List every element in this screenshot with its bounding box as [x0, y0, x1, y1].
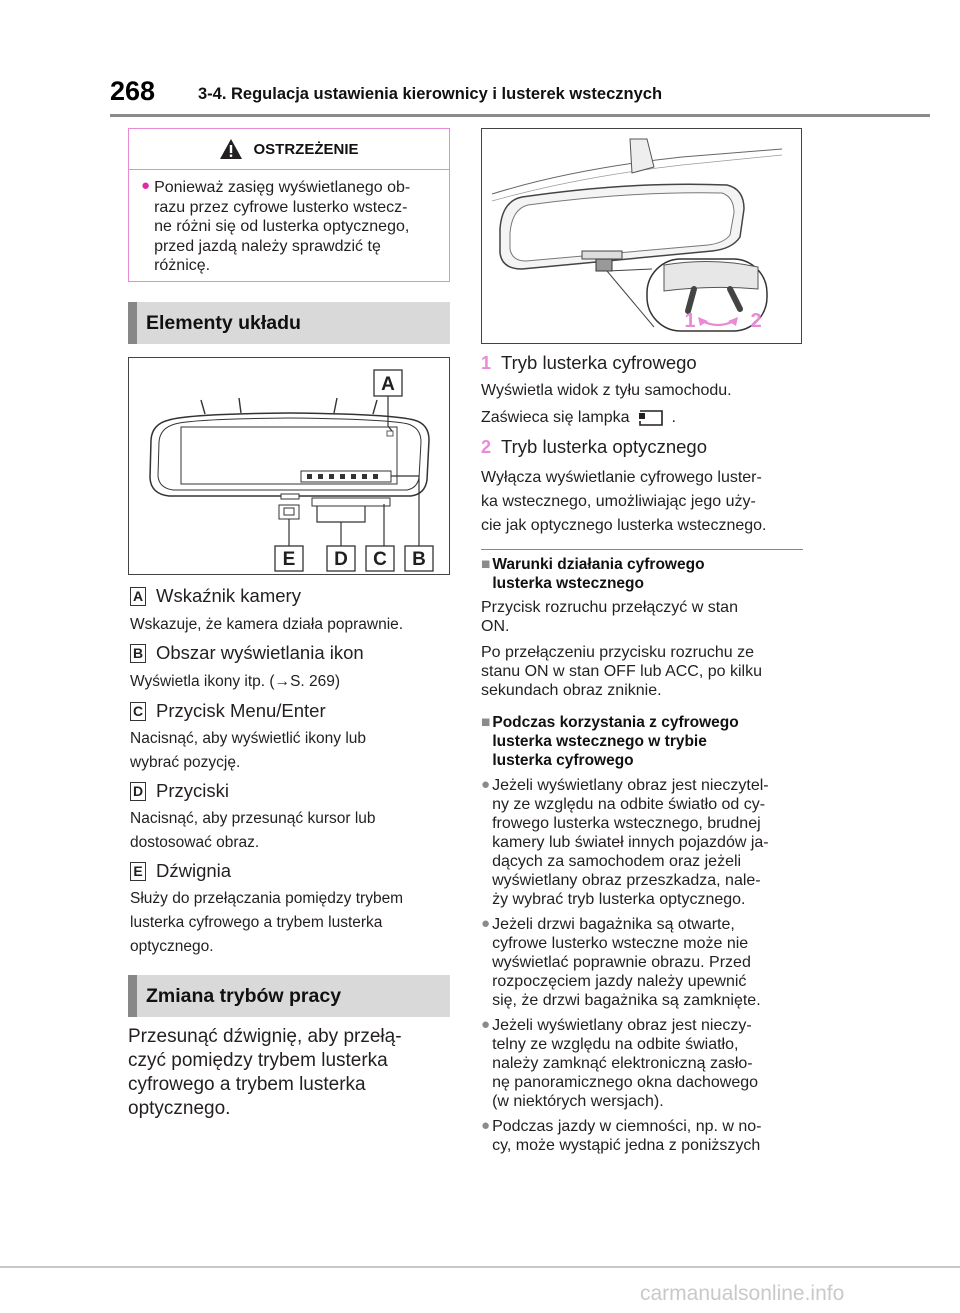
item-b — [130, 642, 460, 694]
mode-number: 2 — [481, 437, 492, 457]
item-title: Dźwignia — [156, 860, 232, 881]
item-e — [130, 860, 460, 959]
warning-header — [129, 129, 449, 170]
footer-rule — [0, 1266, 960, 1268]
mode-text: Wyłącza wyświetlanie cyfrowego luster- ka wstecznego, umożliwiając jego uży- cie jak optycznego lusterka wstecznego. — [481, 469, 767, 534]
bullet-icon: ● — [481, 776, 491, 793]
figure-label-a: A — [381, 374, 395, 395]
figure-label-1: 1 — [684, 310, 696, 332]
item-letter: B — [130, 644, 146, 663]
usage-bullet-3: ● Jeżeli wyświetlany obraz jest nieczy- telny ze względu na odbite światło, należy zamknąć elektroniczną zasło- nę panoramicznego okna dachowego (w niektórych wersjach). — [481, 1016, 759, 1110]
warning-box — [128, 128, 450, 282]
mode-title: Tryb lusterka optycznego — [501, 436, 708, 457]
warning-text: Ponieważ zasięg wyświetlanego ob- razu przez cyfrowe lusterko wstecz- ne różni się od lusterka optycznego, przed jazdą należy sprawdzić tę różnicę. — [154, 179, 411, 274]
bullet-icon: ● — [481, 1016, 491, 1033]
modes-text: Przesunąć dźwignię, aby przełą- czyć pomiędzy trybem lusterka cyfrowego a trybem lusterka optycznego. — [128, 1026, 402, 1119]
mode-text: Wyświetla widok z tyłu samochodu. — [481, 382, 732, 399]
figure-label-d: D — [334, 549, 348, 570]
lever-illustration — [482, 129, 801, 343]
figure-label-b: B — [412, 549, 426, 570]
square-bullet-icon: ■ — [481, 714, 491, 731]
usage-bullet-4: ● Podczas jazdy w ciemności, np. w no- cy, może wystąpić jedna z poniższych — [481, 1117, 762, 1154]
mode-item-2 — [481, 436, 821, 538]
usage-bullet-2: ● Jeżeli drzwi bagażnika są otwarte, cyfrowe lusterko wsteczne może nie wyświetlać poprawnie obrazu. Przed rozpoczęciem jazdy należy upewnić się, że drzwi bagażnika są zamknięte. — [481, 915, 761, 1009]
mode-number: 1 — [481, 353, 492, 373]
figure-label-e: E — [282, 549, 296, 570]
mode-title: Tryb lusterka cyfrowego — [501, 352, 697, 373]
warning-title: OSTRZEŻENIE — [253, 140, 359, 158]
bullet-icon: ● — [481, 1117, 491, 1134]
item-c — [130, 700, 460, 775]
item-title: Wskaźnik kamery — [156, 585, 301, 606]
item-letter: C — [130, 702, 146, 721]
bullet-icon: ● — [141, 177, 151, 194]
conditions-section — [481, 555, 811, 700]
item-text: Wskazuje, że kamera działa poprawnie. — [130, 616, 404, 633]
mirror-illustration — [129, 358, 449, 574]
conditions-p1: Przycisk rozruchu przełączyć w stan ON. — [481, 599, 738, 635]
camera-lamp-icon — [638, 409, 664, 427]
usage-section — [481, 713, 811, 1155]
mode-lamp-line: Zaświeca się lampka . — [481, 409, 676, 426]
item-text: Służy do przełączania pomiędzy trybem lusterka cyfrowego a trybem lusterka optycznego. — [130, 890, 404, 955]
header-rule — [110, 114, 930, 117]
item-a — [130, 585, 460, 637]
item-d — [130, 780, 460, 855]
item-title: Przyciski — [156, 780, 229, 801]
item-letter: D — [130, 782, 146, 801]
usage-heading: Podczas korzystania z cyfrowego lusterka wstecznego w trybie lusterka cyfrowego — [492, 714, 739, 769]
item-letter: A — [130, 587, 146, 606]
mirror-figure — [128, 357, 450, 575]
conditions-heading: Warunki działania cyfrowego lusterka wstecznego — [492, 556, 705, 592]
square-bullet-icon: ■ — [481, 556, 491, 573]
section-heading-modes: Zmiana trybów pracy — [128, 975, 450, 1017]
watermark: carmanualsonline.info — [640, 1282, 845, 1305]
mode-item-1 — [481, 352, 821, 427]
warning-icon — [219, 138, 243, 160]
item-title: Przycisk Menu/Enter — [156, 700, 326, 721]
conditions-p2: Po przełączeniu przycisku rozruchu ze stanu ON w stan OFF lub ACC, po kilku sekundach obraz zniknie. — [481, 644, 762, 699]
section-title: 3-4. Regulacja ustawienia kierownicy i lusterek wstecznych — [198, 85, 663, 103]
usage-bullet-1: ● Jeżeli wyświetlany obraz jest nieczytel- ny ze względu na odbite światło od cy- frowego lusterka wstecznego, brudnej kamery lub świateł innych pojazdów ja- dących za samochodem oraz jeżeli wyświetlany obraz przeszkadza, nale- ży wybrać tryb lusterka optycznego. — [481, 776, 769, 908]
figure-label-c: C — [373, 549, 387, 570]
figure-label-2: 2 — [750, 310, 762, 332]
section-heading-elements: Elementy układu — [128, 302, 450, 344]
page-number: 268 — [110, 76, 156, 106]
lever-figure — [481, 128, 802, 344]
item-text: Wyświetla ikony itp. (→S. 269) — [130, 673, 341, 690]
item-text: Nacisnąć, aby przesunąć kursor lub dostosować obraz. — [130, 810, 376, 851]
divider — [481, 549, 803, 550]
item-text: Nacisnąć, aby wyświetlić ikony lub wybrać pozycję. — [130, 730, 367, 771]
item-title: Obszar wyświetlania ikon — [156, 642, 364, 663]
bullet-icon: ● — [481, 915, 491, 932]
item-letter: E — [130, 862, 146, 881]
